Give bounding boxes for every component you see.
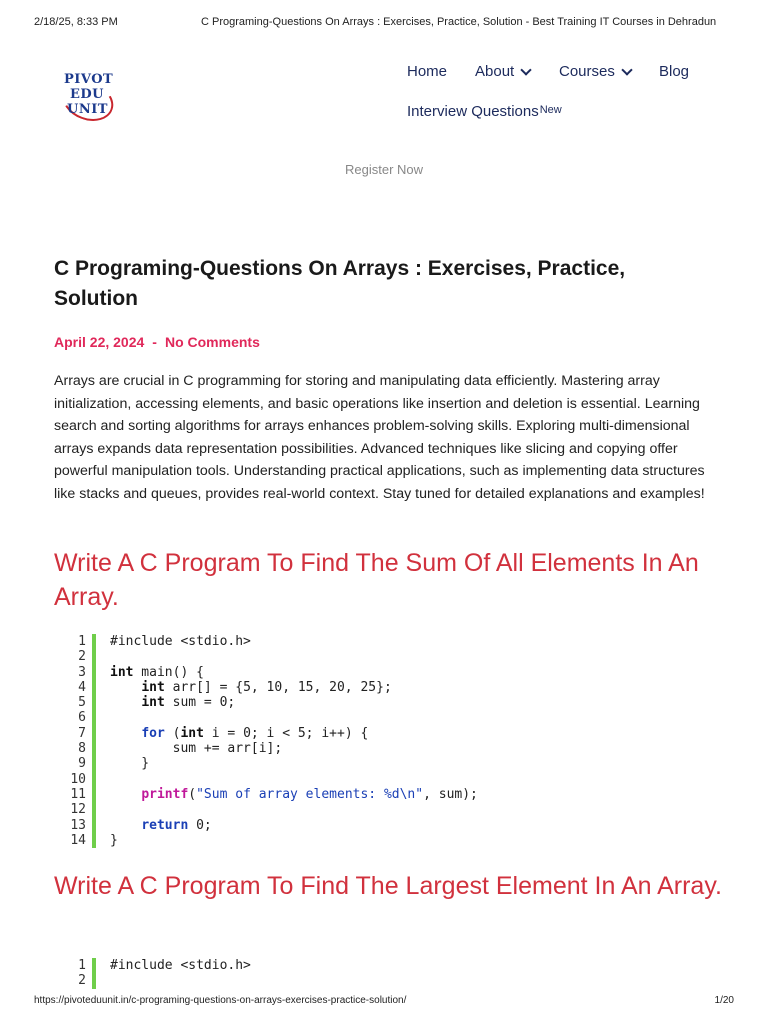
code-token: arr[] = {5, 10, 15, 20, 25}; (164, 679, 392, 695)
gutter-bar (92, 710, 96, 725)
code-token (110, 726, 141, 741)
line-number: 13 (70, 817, 86, 833)
code-token: ( (188, 786, 197, 802)
code-token (110, 680, 141, 695)
nav-about[interactable] (475, 63, 530, 80)
code-token: int (180, 725, 204, 741)
code-text (110, 756, 149, 771)
code-text (110, 726, 368, 741)
line-number: 12 (70, 802, 86, 818)
nav-interview-questions[interactable] (407, 103, 562, 120)
code-token: } (110, 832, 118, 848)
line-number: 9 (78, 756, 86, 772)
print-datetime: 2/18/25, 8:33 PM (34, 16, 118, 28)
line-number: 4 (78, 679, 86, 695)
chevron-down-icon (521, 64, 532, 75)
code-line (54, 726, 714, 741)
code-token: "Sum of array elements: %d\n" (196, 786, 424, 802)
line-number: 14 (70, 832, 86, 848)
code-token: printf (141, 786, 189, 802)
code-line (54, 787, 714, 802)
nav-blog[interactable] (659, 63, 689, 80)
line-number: 3 (78, 664, 86, 680)
code-token: int (110, 664, 134, 680)
line-number: 6 (78, 710, 86, 726)
line-number: 7 (78, 725, 86, 741)
code-token: i = 0; i < 5; i++) { (203, 725, 369, 741)
code-block-sum (54, 634, 714, 848)
gutter-bar (92, 756, 96, 771)
gutter-bar (92, 726, 96, 741)
code-text (110, 634, 251, 649)
code-line (54, 833, 714, 848)
article-intro: Arrays are crucial in C programming for storing and manipulating data efficiently. Mastering array initialization, accessing elements, and basic operations like insertion and deletion is essential. Learning search and sorting algorithms for arrays enhances problem-solving skills. Exploring multi-dimensional arrays expands data representation possibilities. Advanced techniques like slicing and copying offer powerful manipulation tools. Understanding practical applications, such as implementing data structures like stacks and queues, provides real-world context. Stay tuned for detailed explanations and examples! (54, 373, 705, 502)
line-number: 1 (78, 634, 86, 649)
nav-home[interactable] (407, 63, 447, 80)
register-now-link[interactable] (0, 162, 768, 177)
line-number: 2 (78, 649, 86, 665)
code-token: int (141, 679, 165, 695)
code-token: #include <stdio.h> (110, 634, 251, 649)
nav-blog-label: Blog (659, 63, 690, 80)
code-token: } (110, 756, 150, 772)
gutter-bar (92, 787, 96, 802)
code-token: sum += arr[i]; (110, 741, 283, 757)
code-block-largest (54, 958, 714, 989)
chevron-down-icon (621, 64, 632, 75)
code-token: return (141, 817, 189, 833)
code-line (54, 818, 714, 833)
code-token: , sum); (423, 786, 478, 802)
new-badge: New (539, 103, 562, 116)
article-title: C Programing-Questions On Arrays : Exercises, Practice, Solution (54, 257, 626, 310)
code-text (110, 958, 251, 973)
code-line (54, 649, 714, 664)
meta-separator: - (152, 334, 157, 350)
code-text (110, 818, 212, 833)
code-line (54, 756, 714, 771)
gutter-bar (92, 833, 96, 848)
line-number: 11 (70, 786, 86, 802)
code-line (54, 695, 714, 710)
code-line (54, 973, 714, 988)
code-line (54, 958, 714, 973)
code-token: 0; (188, 817, 212, 833)
logo-line-1: PIVOT (64, 72, 114, 87)
code-line (54, 680, 714, 695)
gutter-bar (92, 802, 96, 817)
section-heading-largest: Write A C Program To Find The Largest Element In An Array. (54, 872, 722, 900)
code-token: for (141, 725, 165, 741)
article-comments-link[interactable]: No Comments (164, 334, 260, 350)
code-token: ( (164, 725, 181, 741)
code-token (110, 818, 141, 833)
line-number: 5 (78, 695, 86, 711)
line-number: 8 (78, 741, 86, 757)
gutter-bar (92, 772, 96, 787)
code-line (54, 634, 714, 649)
code-token (110, 787, 141, 802)
gutter-bar (92, 958, 96, 973)
gutter-bar (92, 634, 96, 649)
line-number: 10 (70, 771, 86, 787)
gutter-bar (92, 973, 96, 988)
code-line (54, 665, 714, 680)
print-page-number: 1/20 (714, 995, 734, 1006)
gutter-bar (92, 680, 96, 695)
code-token: sum = 0; (164, 695, 236, 711)
code-line (54, 802, 714, 817)
line-number: 2 (78, 973, 86, 989)
section-heading-sum: Write A C Program To Find The Sum Of All Elements In An Array. (54, 549, 699, 611)
code-token: int (141, 695, 165, 711)
print-url: https://pivoteduunit.in/c-programing-questions-on-arrays-exercises-practice-solution/ (34, 995, 407, 1006)
logo-line-2: EDU (70, 87, 105, 102)
gutter-bar (92, 695, 96, 710)
line-number: 1 (78, 958, 86, 973)
nav-courses-label: Courses (559, 63, 615, 80)
code-text (110, 833, 118, 848)
nav-about-label: About (475, 63, 515, 80)
code-token: main() { (133, 664, 204, 680)
main-nav (0, 0, 768, 140)
register-now-label: Register Now (344, 162, 424, 177)
code-text (110, 695, 235, 710)
nav-courses[interactable] (559, 63, 631, 80)
code-text (110, 787, 478, 802)
code-line (54, 772, 714, 787)
nav-home-label: Home (407, 63, 448, 80)
print-page-title: C Programing-Questions On Arrays : Exercises, Practice, Solution - Best Training IT Courses in Dehradun (201, 16, 717, 28)
logo-line-3: UNIT (67, 102, 108, 117)
code-token (110, 695, 141, 710)
gutter-bar (92, 665, 96, 680)
code-text (110, 741, 282, 756)
article-meta (54, 334, 260, 350)
code-text (110, 665, 204, 680)
gutter-bar (92, 649, 96, 664)
code-text (110, 680, 392, 695)
code-line (54, 710, 714, 725)
article-date[interactable]: April 22, 2024 (54, 334, 145, 350)
gutter-bar (92, 741, 96, 756)
code-token: #include <stdio.h> (110, 958, 251, 973)
gutter-bar (92, 818, 96, 833)
nav-interview-label: Interview Questions (407, 103, 539, 120)
code-line (54, 741, 714, 756)
